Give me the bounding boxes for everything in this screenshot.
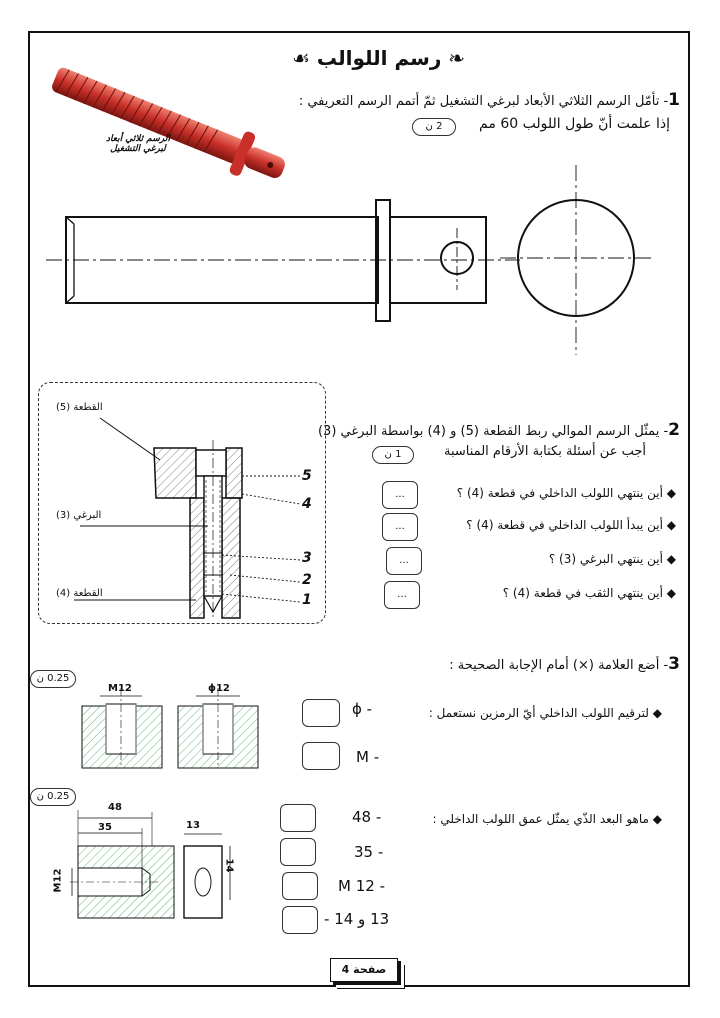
q3a-checkbox-m[interactable] <box>302 742 340 770</box>
q3a-option-phi: ϕ - <box>352 700 373 718</box>
bullet-icon: ◆ <box>648 706 662 720</box>
q3a-question <box>429 706 662 720</box>
q3b-dim-14: 14 <box>223 858 235 873</box>
q3b-option-35: 35 - <box>354 843 384 861</box>
bullet-icon: ◆ <box>662 586 676 600</box>
q3a-drawings <box>82 688 258 768</box>
q1-points-badge: 2 ن <box>412 118 456 136</box>
bullet-icon: ◆ <box>662 486 676 500</box>
q3-instruction <box>449 654 680 674</box>
part-number-2: 2 <box>302 572 312 588</box>
q3a-option-phi-label: ϕ <box>352 700 362 718</box>
q3b-question <box>433 812 663 826</box>
label-screw: البرغي (3) <box>56 510 102 521</box>
q2-instruction2: أجب عن أسئلة بكتابة الأرقام المناسبة <box>444 444 646 459</box>
q2-answer-box-1[interactable]: ... <box>382 481 418 509</box>
q3a-dim-m12: M12 <box>108 683 132 694</box>
q3b-question-text: ماهو البعد الذّي يمثّل عمق اللولب الداخلي : <box>432 812 649 826</box>
q3a-points-badge: 0.25 ن <box>30 670 76 688</box>
q1-instruction-text: - تأمّل الرسم الثلاثي الأبعاد لبرغي التشغيل ثمّ أتمم الرسم التعريفي : <box>298 94 669 109</box>
q3b-option-m12: M 12 - <box>338 877 385 895</box>
q2-instruction-text: - يمثّل الرسم الموالي ربط القطعة (5) و (4) بواسطة البرغي (3) <box>317 424 669 439</box>
bolt-caption-line2: لبرغي التشغيل <box>110 144 166 154</box>
part-number-4: 4 <box>302 496 312 512</box>
part-number-3: 3 <box>302 550 312 566</box>
q3b-drawings <box>70 810 230 918</box>
bolt-caption <box>88 134 188 154</box>
q2-question-3 <box>549 552 676 566</box>
q3b-dim-35: 35 <box>98 822 112 833</box>
label-part5: القطعة (5) <box>56 402 103 413</box>
q3b-option-35-label: 35 <box>354 843 374 861</box>
q3b-checkbox-13-14[interactable] <box>282 906 318 934</box>
bullet-icon: ◆ <box>662 552 676 566</box>
label-part4: القطعة (4) <box>56 588 103 599</box>
q2-number: 2 <box>668 420 680 440</box>
q3b-option-48-label: 48 <box>352 808 372 826</box>
q1-number: 1 <box>668 90 680 110</box>
bullet-icon: ◆ <box>648 812 662 826</box>
bolt-caption-line1: الرسم ثلاثي أبعاد <box>106 134 170 144</box>
q2-question-2-text: أين يبدأ اللولب الداخلي في قطعة (4) ؟ <box>466 518 663 532</box>
q3a-checkbox-phi[interactable] <box>302 699 340 727</box>
q2-question-1-text: أين ينتهي اللولب الداخلي في قطعة (4) ؟ <box>456 486 663 500</box>
part-number-5: 5 <box>302 468 312 484</box>
title-ornament-right: ☙ <box>292 46 317 70</box>
q3a-option-m: M - <box>356 748 380 766</box>
q2-question-2 <box>466 518 676 532</box>
page-number: صفحة 4 <box>330 958 398 982</box>
q3b-dim-48: 48 <box>108 802 122 813</box>
q2-answer-box-2[interactable]: ... <box>382 513 418 541</box>
q3b-option-13-14-label: 13 و 14 <box>334 910 390 928</box>
title-ornament-left: ❧ <box>441 46 466 70</box>
q3a-option-m-label: M <box>356 748 369 766</box>
q2-question-4-text: أين ينتهي الثقب في قطعة (4) ؟ <box>502 586 663 600</box>
q3a-question-text: لترقيم اللولب الداخلي أيّ الرمزين نستعمل : <box>428 706 649 720</box>
q3b-checkbox-35[interactable] <box>280 838 316 866</box>
q3b-dim-13: 13 <box>186 820 200 831</box>
q2-question-3-text: أين ينتهي البرغي (3) ؟ <box>548 552 663 566</box>
q3b-points-badge: 0.25 ن <box>30 788 76 806</box>
q1-instruction <box>299 90 680 110</box>
q2-instruction <box>318 420 680 440</box>
q2-question-4 <box>503 586 676 600</box>
q2-answer-box-3[interactable]: ... <box>386 547 422 575</box>
bullet-icon: ◆ <box>662 518 676 532</box>
title-text: رسم اللوالب <box>316 46 442 70</box>
q3b-dim-m12: M12 <box>52 868 64 893</box>
q3a-dim-phi12: ϕ12 <box>208 683 230 694</box>
q2-question-1 <box>457 486 676 500</box>
q3b-option-13-14: 13 و 14 - <box>324 910 390 928</box>
bolt-3d-image <box>47 57 292 192</box>
q1-given: إذا علمت أنّ طول اللولب 60 مم <box>479 116 670 132</box>
q2-answer-box-4[interactable]: ... <box>384 581 420 609</box>
q3-instruction-text: - أضع العلامة (×) أمام الإجابة الصحيحة : <box>449 658 669 673</box>
q3b-checkbox-m12[interactable] <box>282 872 318 900</box>
q3b-checkbox-48[interactable] <box>280 804 316 832</box>
q2-points-badge: 1 ن <box>372 446 414 464</box>
part-number-1: 1 <box>302 592 312 608</box>
q3b-option-m12-label: M 12 <box>338 877 375 895</box>
q3b-option-48: 48 - <box>352 808 382 826</box>
q1-technical-drawing <box>46 165 655 355</box>
q3-number: 3 <box>668 654 680 674</box>
